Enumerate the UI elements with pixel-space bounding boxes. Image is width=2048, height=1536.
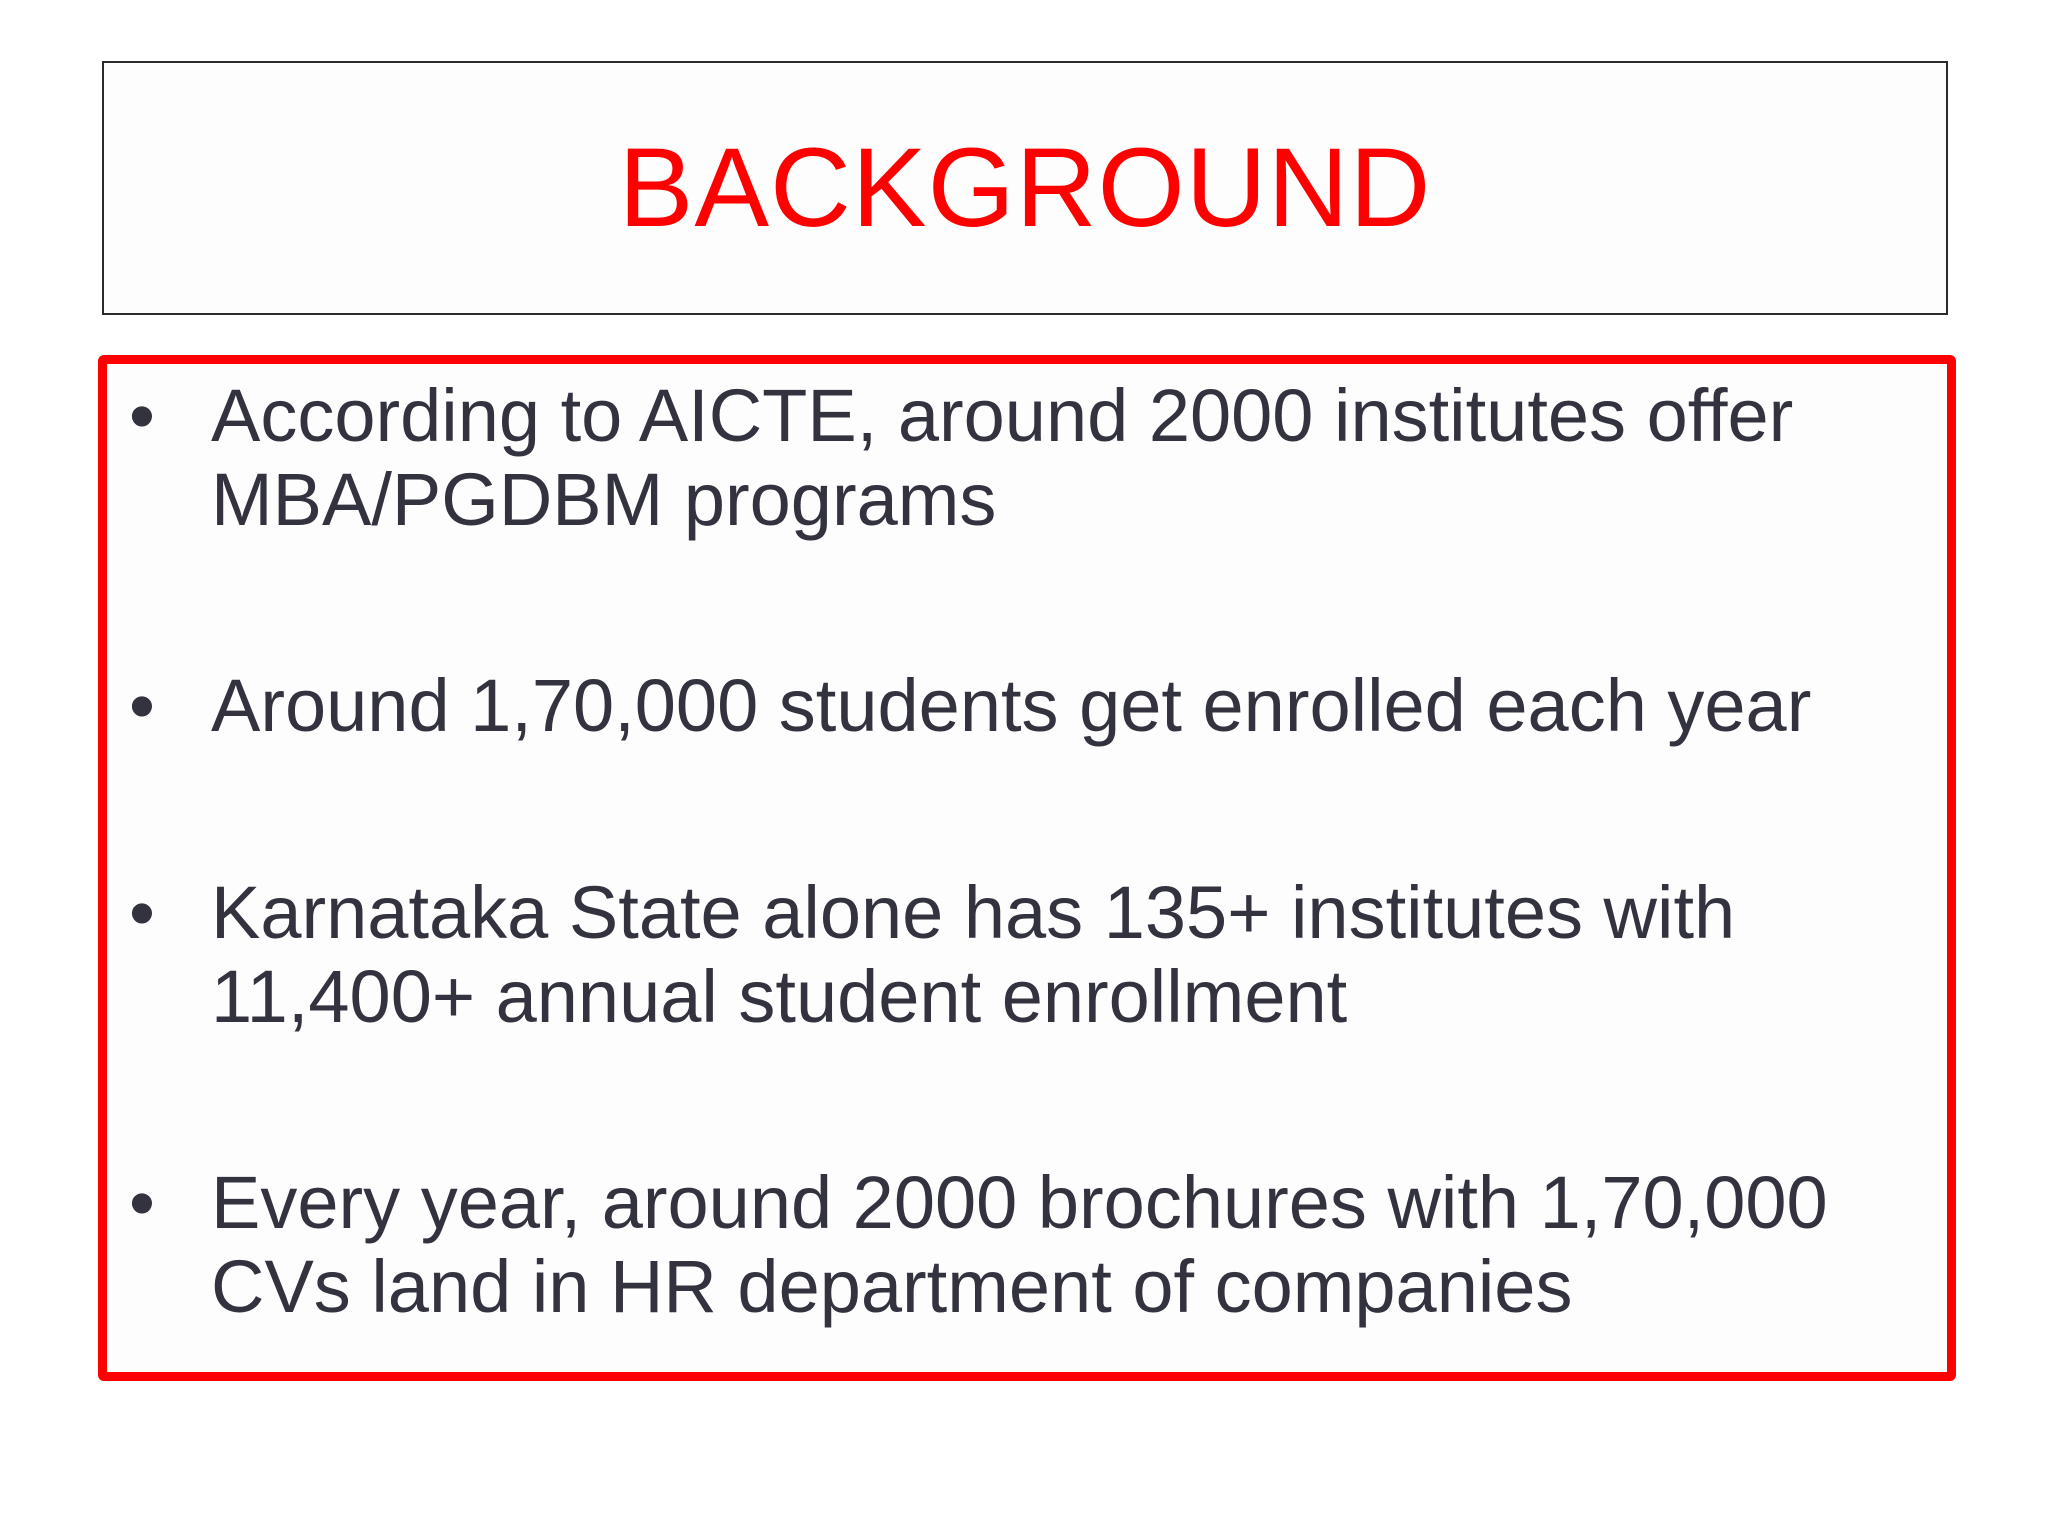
bullet-text: Around 1,70,000 students get enrolled each year bbox=[211, 664, 1812, 747]
bullet-text: Every year, around 2000 brochures with 1,70,000 CVs land in HR department of companies bbox=[211, 1161, 1828, 1328]
bullet-item bbox=[107, 664, 1947, 748]
bullet-dot-icon: • bbox=[129, 1161, 155, 1244]
bullet-item bbox=[107, 374, 1947, 542]
bullet-text: According to AICTE, around 2000 institutes offer MBA/PGDBM programs bbox=[211, 374, 1794, 541]
bullet-item bbox=[107, 1161, 1947, 1329]
bullet-text: Karnataka State alone has 135+ institutes with 11,400+ annual student enrollment bbox=[211, 871, 1736, 1038]
bullet-dot-icon: • bbox=[129, 374, 155, 457]
slide-title: BACKGROUND bbox=[618, 125, 1432, 250]
content-box bbox=[98, 355, 1956, 1381]
bullet-dot-icon: • bbox=[129, 664, 155, 747]
title-box bbox=[102, 61, 1948, 315]
bullet-item bbox=[107, 871, 1947, 1039]
bullet-dot-icon: • bbox=[129, 871, 155, 954]
